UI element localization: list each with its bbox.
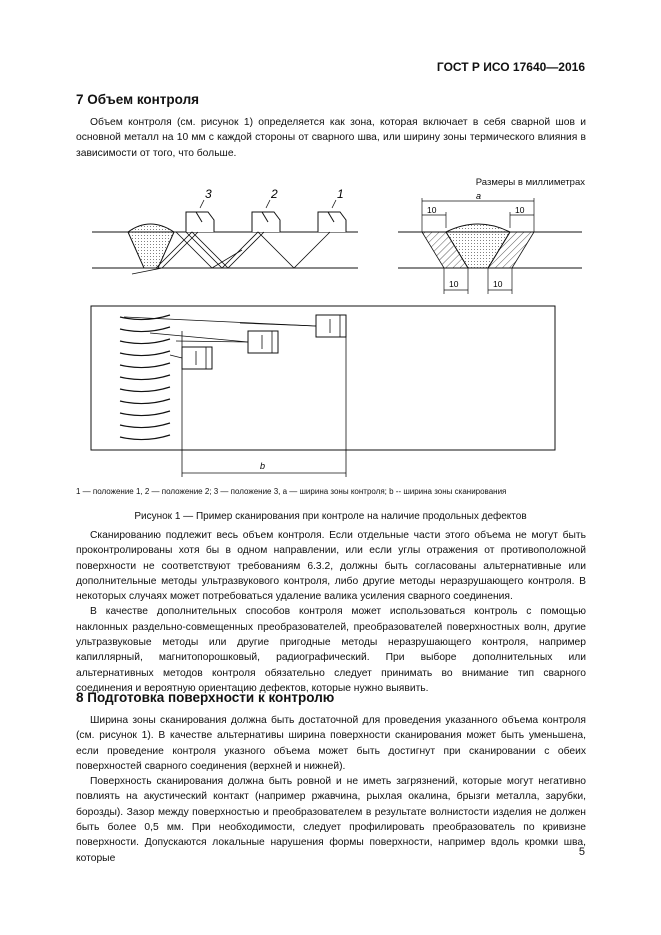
page-number: 5 (578, 846, 585, 858)
plan-probe-1 (316, 315, 346, 337)
scanning-plan-figure (90, 305, 560, 481)
paragraph: В качестве дополнительных способов контроля может использоваться контроль с помощью наклонных раздельно-совмещенных преобразователей, преобразователей поверхностных волн, другие ультразвуковые методы или другие пригодные методы неразрушающего контроля, например капиллярный, магнитопорошковый, радиографический. При выборе дополнительных или альтернативных методов контроля обязательно следует принимать во внимание тип сварного соединения и вероятную ориентацию дефектов, которые нужно выявить. (76, 606, 586, 694)
paragraph: Ширина зоны сканирования должна быть достаточной для проведения указанного объема контроля (см. рисунок 1). В качестве альтернативы ширина поверхности сканирования может быть уменьшена, если проведение контроля указного объема может быть достигнут при сканировании с обеих поверхностей сварного соединения (верхней и нижней). (76, 715, 586, 772)
section-8-body (76, 713, 586, 866)
dim-10-label: 10 (449, 279, 459, 289)
section-7-body (76, 528, 586, 696)
dimensions-caption: Размеры в миллиметрах (475, 177, 585, 188)
plan-probe-2 (248, 331, 278, 353)
section-8-title: 8 Подготовка поверхности к контролю (76, 690, 335, 705)
probe-3 (186, 212, 214, 232)
weld-bead (128, 224, 174, 268)
probe-2 (252, 212, 280, 232)
paragraph: Объем контроля (см. рисунок 1) определяется как зона, которая включает в себя сварной шов и основной металл на 10 мм с каждой стороны от сварного шва, или ширину зоны термического влияния в зависимости от того, что больше. (76, 117, 586, 159)
paragraph: Сканированию подлежит весь объем контроля. Если отдельные части этого объема не могут быть проконтролированы хотя бы в одном направлении, или если углы отражения от противоположной поверхности не соответствуют требованиям 6.3.2, должны быть согласованы альтернативные или дополнительные методы ультразвукового контроля, либо другие методы неразрушающего контроля. В некоторых случаях может потребоваться удаление валика усиления сварного соединения. (76, 530, 586, 603)
dim-10-label: 10 (515, 205, 525, 215)
paragraph: Поверхность сканирования должна быть ровной и не иметь загрязнений, которые могут негативно повлиять на акустический контакт (например ржавчина, рыхлая окалина, брызги металла, зарубки, борозды). Зазор между поверхностью и преобразователем в результате волнистости изделия не должен быть более 0,5 мм. При необходимости, следует профилировать преобразователь по кривизне поверхности. Допускаются локальные нарушения формы поверхности, например вдоль кромки шва, которые (76, 776, 586, 864)
figure-caption: Рисунок 1 — Пример сканирования при контроле на наличие продольных дефектов (134, 511, 527, 522)
section-7-intro (76, 115, 586, 161)
section-7-title: 7 Объем контроля (76, 92, 200, 107)
probe-label-1: 1 (337, 187, 344, 201)
dim-10-label: 10 (427, 205, 437, 215)
dim-b-label: b (260, 461, 266, 471)
weld-dimensions-figure (398, 188, 588, 298)
probe-label-3: 3 (205, 187, 212, 201)
dim-10-label: 10 (493, 279, 503, 289)
weld-cross-section-figure (92, 180, 362, 280)
probe-label-2: 2 (271, 187, 278, 201)
probe-1 (318, 212, 346, 232)
standard-header: ГОСТ Р ИСО 17640—2016 (436, 60, 585, 74)
weld-ripples (120, 315, 170, 440)
dim-a-label: a (476, 191, 482, 201)
figure-legend: 1 — положение 1, 2 — положение 2; 3 — положение 3, a — ширина зоны контроля; b -- ширина зоны сканирования (76, 487, 507, 496)
plan-probe-3 (182, 347, 212, 369)
